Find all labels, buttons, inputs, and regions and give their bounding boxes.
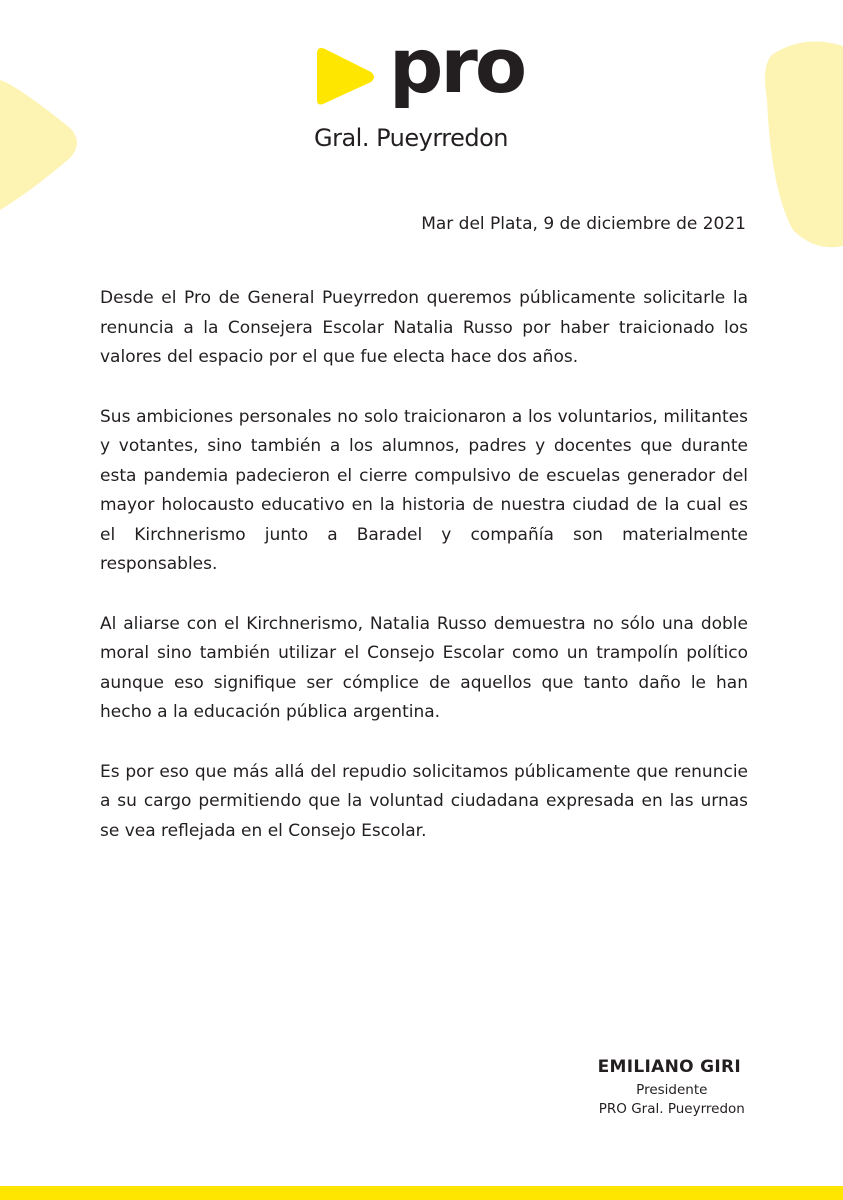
decorative-left-triangle xyxy=(0,80,82,210)
decorative-right-shape xyxy=(765,40,843,250)
bottom-yellow-band xyxy=(0,1186,843,1200)
signature-block xyxy=(598,1055,746,1119)
letter-paragraph: Sus ambiciones personales no solo traicionaron a los voluntarios, militantes y votantes, sino también a los alumnos, padres y docentes que durante esta pandemia padecieron el cierre compulsivo de escuelas generador del mayor holocausto educativo en la historia de nuestra ciudad de la cual es el Kirchnerismo junto a Baradel y compañía son materialmente responsables. xyxy=(100,406,748,574)
letter-date: Mar del Plata, 9 de diciembre de 2021 xyxy=(421,214,746,234)
logo-subtitle: Gral. Pueyrredon xyxy=(314,124,509,152)
signatory-name: EMILIANO GIRI xyxy=(597,1057,741,1077)
logo-wordmark: pro xyxy=(389,21,525,110)
pro-logo xyxy=(305,21,545,160)
pro-play-triangle-icon xyxy=(313,46,379,108)
signatory-role: Presidente xyxy=(636,1082,708,1098)
letter-paragraph: Desde el Pro de General Pueyrredon queremos públicamente solicitarle la renuncia a la Consejera Escolar Natalia Russo por haber traicionado los valores del espacio por el que fue electa hace dos años. xyxy=(100,288,748,367)
signatory-organization: PRO Gral. Pueyrredon xyxy=(598,1101,745,1117)
letter-paragraph: Al aliarse con el Kirchnerismo, Natalia Russo demuestra no sólo una doble moral sino también utilizar el Consejo Escolar como un trampolín político aunque eso signifique ser cómplice de aquellos que tanto daño le han hecho a la educación pública argentina. xyxy=(100,613,748,722)
letter-paragraph: Es por eso que más allá del repudio solicitamos públicamente que renuncie a su cargo permitiendo que la voluntad ciudadana expresada en las urnas se vea reflejada en el Consejo Escolar. xyxy=(100,761,748,841)
letter-body xyxy=(100,284,748,876)
